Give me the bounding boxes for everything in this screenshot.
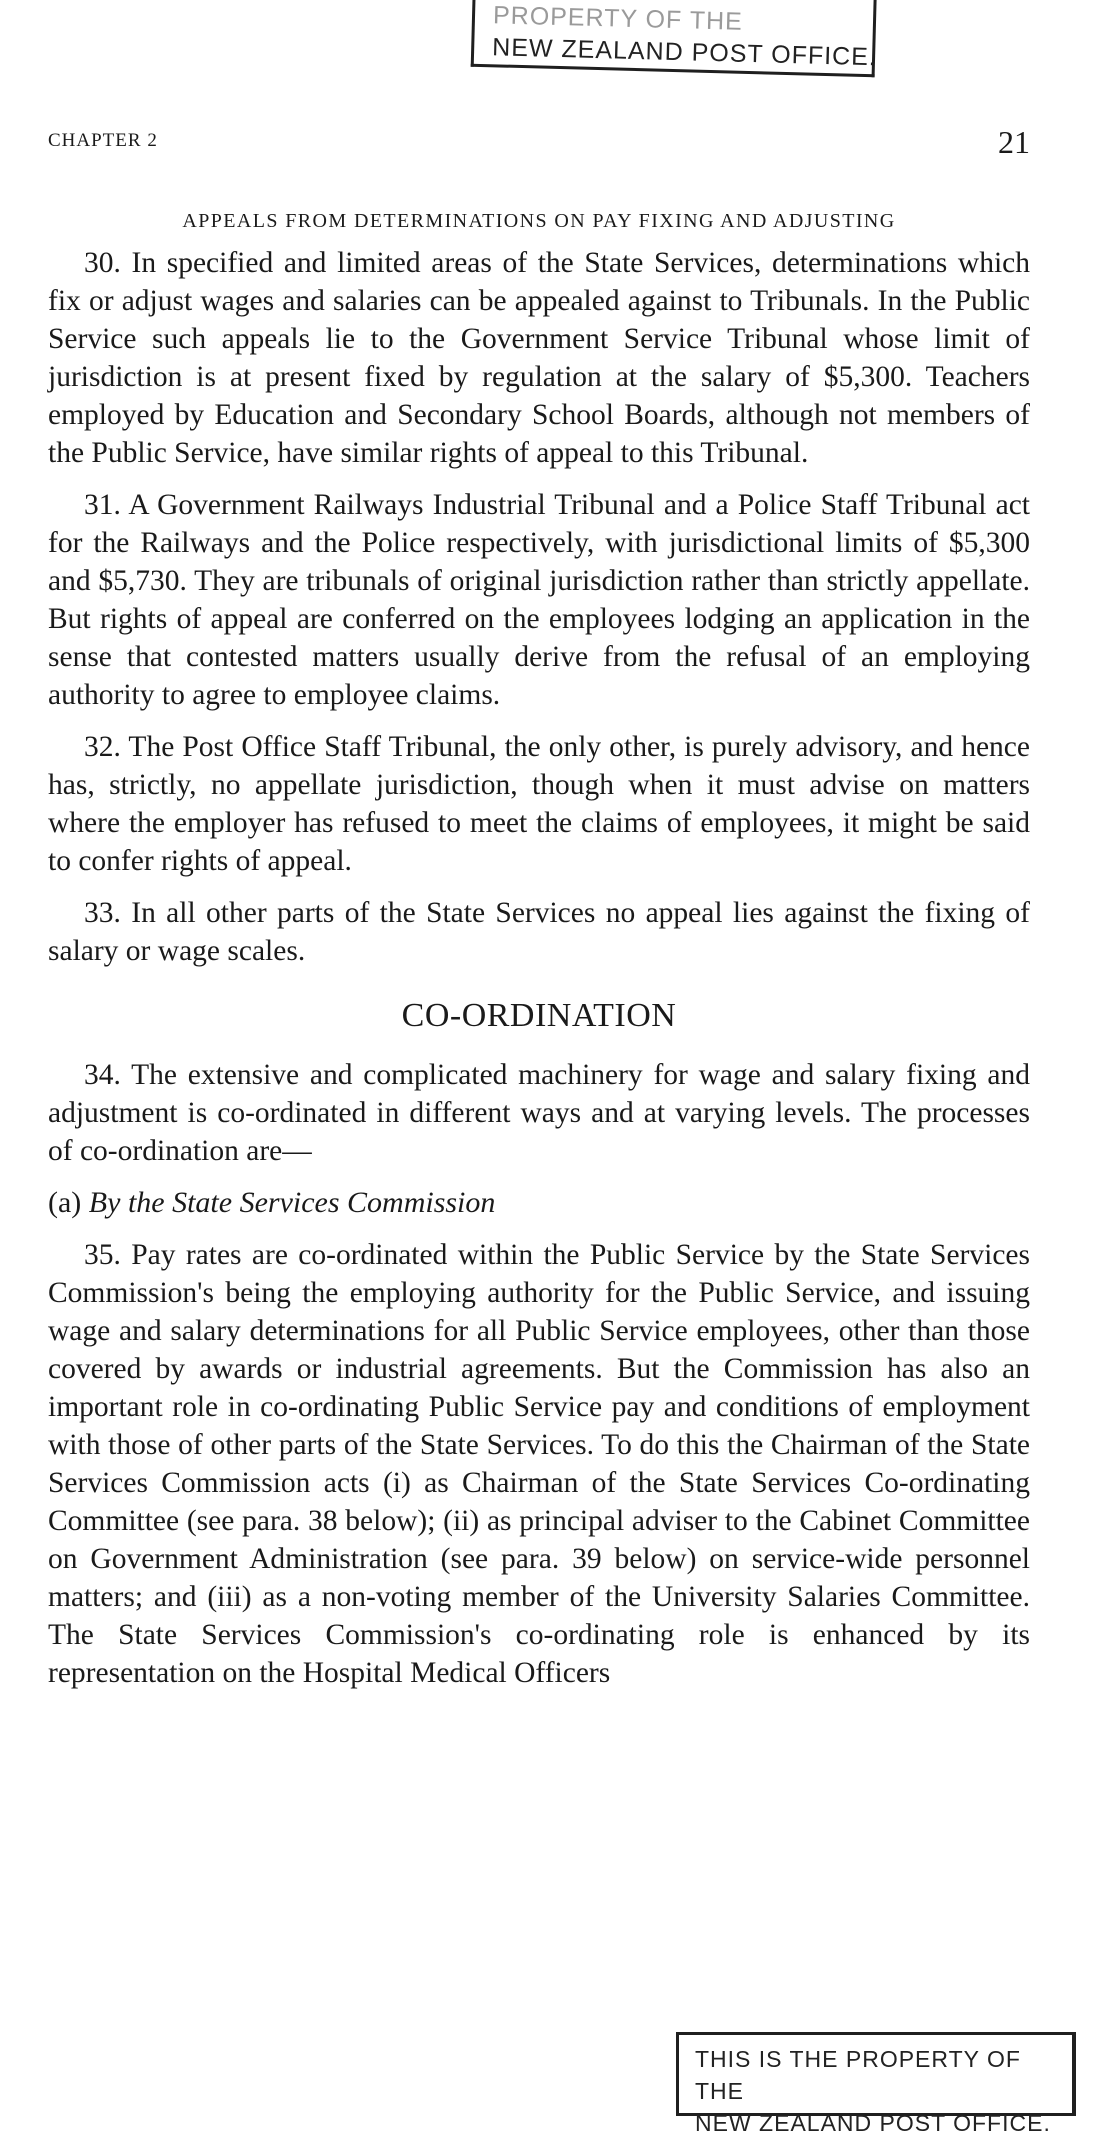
page-number: 21 bbox=[998, 124, 1030, 160]
chapter-label: CHAPTER 2 bbox=[48, 130, 158, 151]
stamp-top-line2: NEW ZEALAND POST OFFICE. bbox=[491, 33, 878, 72]
paragraph-30: 30. In specified and limited areas of the State Services, determinations which fix or adjust wages and salaries can be appealed against to Tribunals. In the Public Service such appeals lie to the Government Service Tribunal whose limit of jurisdiction is at present fixed by regulation at the salary of $5,300. Teachers employed by Education and Secondary School Boards, although not members of the Public Service, have similar rights of appeal to this Tribunal. bbox=[48, 247, 1030, 469]
ownership-stamp-bottom bbox=[676, 2032, 1076, 2136]
paragraph-32: 32. The Post Office Staff Tribunal, the only other, is purely advisory, and hence has, strictly, no appellate jurisdiction, though when it must advise on matters where the employer has refused to meet the claims of employees, it might be said to confer rights of appeal. bbox=[48, 731, 1030, 877]
stamp-bottom-line2: NEW ZEALAND POST OFFICE. bbox=[695, 2110, 1051, 2136]
paragraph-33: 33. In all other parts of the State Services no appeal lies against the fixing of salary or wage scales. bbox=[48, 897, 1030, 967]
paragraph-34: 34. The extensive and complicated machinery for wage and salary fixing and adjustment is co-ordinated in different ways and at varying levels. The processes of co-ordination are— bbox=[48, 1059, 1030, 1167]
subsection-title: By the State Services Commission bbox=[88, 1186, 496, 1219]
section-heading-coordination: CO-ORDINATION bbox=[401, 997, 677, 1034]
stamp-bottom-line1: THIS IS THE PROPERTY OF THE bbox=[695, 2046, 1021, 2104]
stamp-top-line1: PROPERTY OF THE bbox=[492, 1, 744, 36]
subsection-marker: (a) bbox=[48, 1186, 82, 1219]
subsection-heading bbox=[48, 1184, 1030, 1222]
page-header bbox=[48, 124, 1030, 164]
paragraph-31: 31. A Government Railways Industrial Tribunal and a Police Staff Tribunal act for the Railways and the Police respectively, with jurisdictional limits of $5,300 and $5,730. They are tribunals of original jurisdiction rather than strictly appellate. But rights of appeal are conferred on the employees lodging an application in the sense that contested matters usually derive from the refusal of an employing authority to agree to employee claims. bbox=[48, 489, 1030, 711]
paragraph-35: 35. Pay rates are co-ordinated within the Public Service by the State Services Commission's being the employing authority for the Public Service, and issuing wage and salary determinations for all Public Service employees, other than those covered by awards or industrial agreements. But the Commission has also an important role in co-ordinating Public Service pay and conditions of employment with those of other parts of the State Services. To do this the Chairman of the State Services Commission acts (i) as Chairman of the State Services Co-ordinating Committee (see para. 38 below); (ii) as principal adviser to the Cabinet Committee on Government Administration (see para. 39 below) on service-wide personnel matters; and (iii) as a non-voting member of the University Salaries Committee. The State Services Commission's co-ordinating role is enhanced by its representation on the Hospital Medical Officers bbox=[48, 1239, 1030, 1689]
subheading-appeals: APPEALS FROM DETERMINATIONS ON PAY FIXING AND ADJUSTING bbox=[182, 210, 896, 232]
ownership-stamp-top bbox=[471, 0, 878, 77]
page-body bbox=[48, 208, 1030, 1706]
